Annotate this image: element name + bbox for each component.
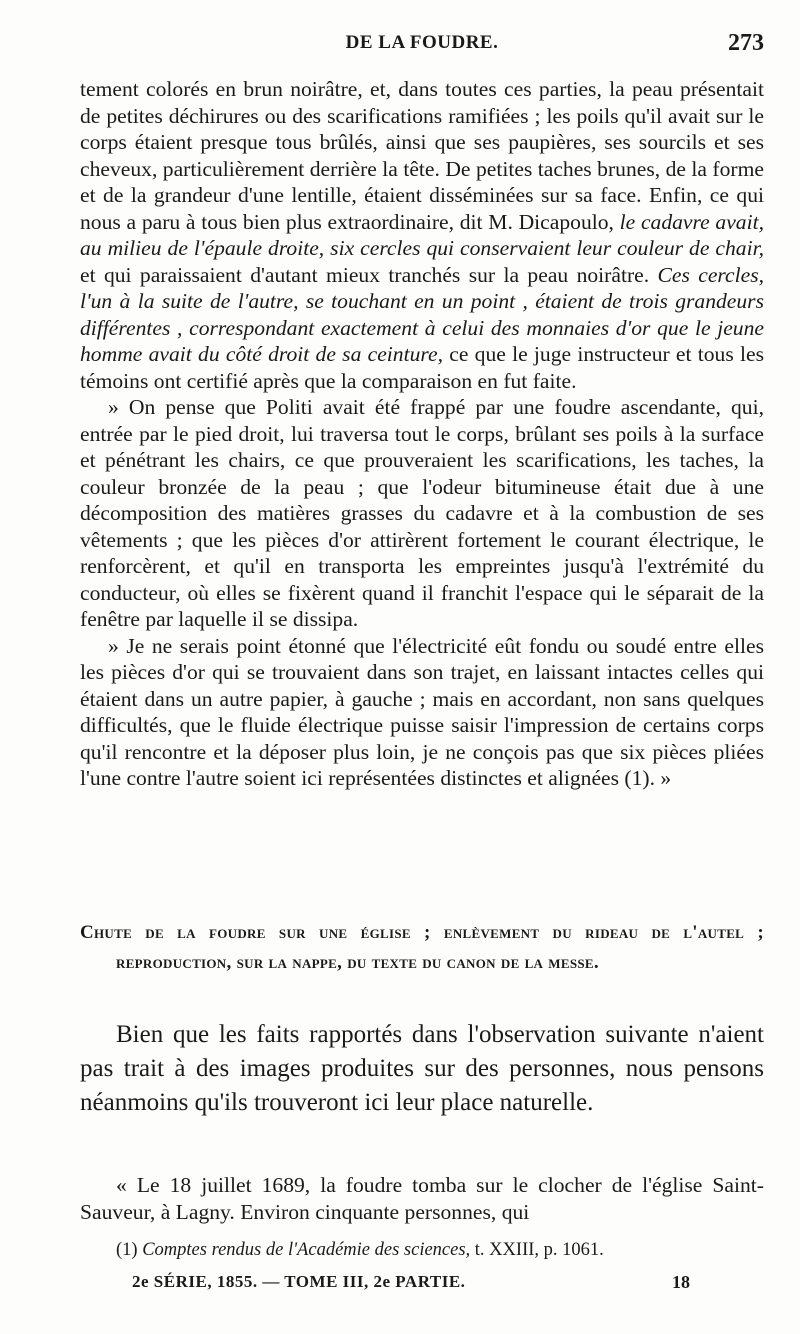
- footnote: [116, 1238, 766, 1262]
- footnote-marker: (1): [116, 1240, 138, 1260]
- page-number: 273: [728, 30, 764, 56]
- running-head: [80, 32, 764, 62]
- paragraph-1-text-c: ce que le juge instructeur et tous les témoins ont certifié après que la comparaison en fut faite.: [80, 342, 764, 393]
- paragraph-3: » Je ne serais point étonné que l'électricité eût fondu ou soudé entre elles les pièces d'or qui se trouvaient dans son trajet, en laissant intactes celles qui étaient dans un autre papier, à gauche ; mais en accordant, non sans quelques difficultés, que le fluide électrique puisse saisir l'impression de certains corps qu'il rencontre et la déposer plus loin, je ne conçois pas que six pièces pliées l'une contre l'autre soient ici représentées distinctes et alignées (1). »: [80, 633, 764, 790]
- section-heading-text: Chute de la foudre sur une église ; enlèvement du rideau de l'autel ; reproduction, sur la nappe, du texte du canon de la messe.: [80, 922, 764, 973]
- paragraph-1: [80, 76, 764, 394]
- footnote-ref: t. XXIII, p. 1061.: [470, 1240, 604, 1260]
- paragraph-1-text-a: tement colorés en brun noirâtre, et, dans toutes ces parties, la peau présentait de petites déchirures ou des scarifications ramifiées ; les poils qu'il avait sur le corps étaient presque tous brûlés, ainsi que ses paupières, ses sourcils et ses cheveux, particulièrement derrière la tête. De petites taches brunes, de la forme et de la grandeur d'une lentille, étaient disséminées sur sa face. Enfin, ce qui nous a paru à tous bien plus extraordinaire, dit M. Dicapoulo,: [80, 77, 764, 234]
- body-text: [80, 76, 764, 792]
- quote-paragraph: [80, 1172, 764, 1226]
- signature-line: [132, 1272, 690, 1296]
- running-title: DE LA FOUDRE.: [345, 32, 499, 53]
- quote-paragraph-text: « Le 18 juillet 1689, la foudre tomba sur le clocher de l'église Saint-Sauveur, à Lagny. Environ cinquante personnes, qui: [80, 1173, 764, 1224]
- section-heading: [80, 918, 764, 978]
- footnote-source: Comptes rendus de l'Académie des sciences,: [142, 1240, 471, 1260]
- sheet-number: 18: [672, 1272, 690, 1292]
- paragraph-1-text-b: et qui paraissaient d'autant mieux tranchés sur la peau noirâtre.: [80, 262, 658, 287]
- lead-paragraph: [80, 1018, 764, 1120]
- lead-paragraph-text: Bien que les faits rapportés dans l'observation suivante n'aient pas trait à des images produites sur des personnes, nous pensons néanmoins qu'ils trouveront ici leur place naturelle.: [80, 1021, 764, 1116]
- paragraph-1-italic-2: Ces cercles, l'un à la suite de l'autre, se touchant en un point , étaient de trois grandeurs différentes , correspondant exactement à celui des monnaies d'or que le jeune homme avait du côté droit de sa ceinture,: [80, 262, 765, 366]
- paragraph-2: » On pense que Politi avait été frappé par une foudre ascendante, qui, entrée par le pied droit, lui traversa tout le corps, brûlant ses poils à la surface et pénétrant les chairs, ce que prouveraient les scarifications, les taches, la couleur bronzée de la peau ; que l'odeur bitumineuse était due à une décomposition des matières grasses du cadavre et à la combustion de ses vêtements ; que les pièces d'or attirèrent fortement le courant électrique, le renforcèrent, et qu'il en transporta les empreintes jusqu'à l'extrémité du conducteur, où elles se fixèrent quand il franchit l'espace qui le séparait de la fenêtre par laquelle il se dissipa.: [80, 395, 764, 631]
- paragraph-1-italic-1: le cadavre avait, au milieu de l'épaule droite, six cercles qui conservaient leur couleur de chair,: [80, 209, 764, 260]
- series-signature: 2e SÉRIE, 1855. — TOME III, 2e PARTIE.: [132, 1272, 466, 1291]
